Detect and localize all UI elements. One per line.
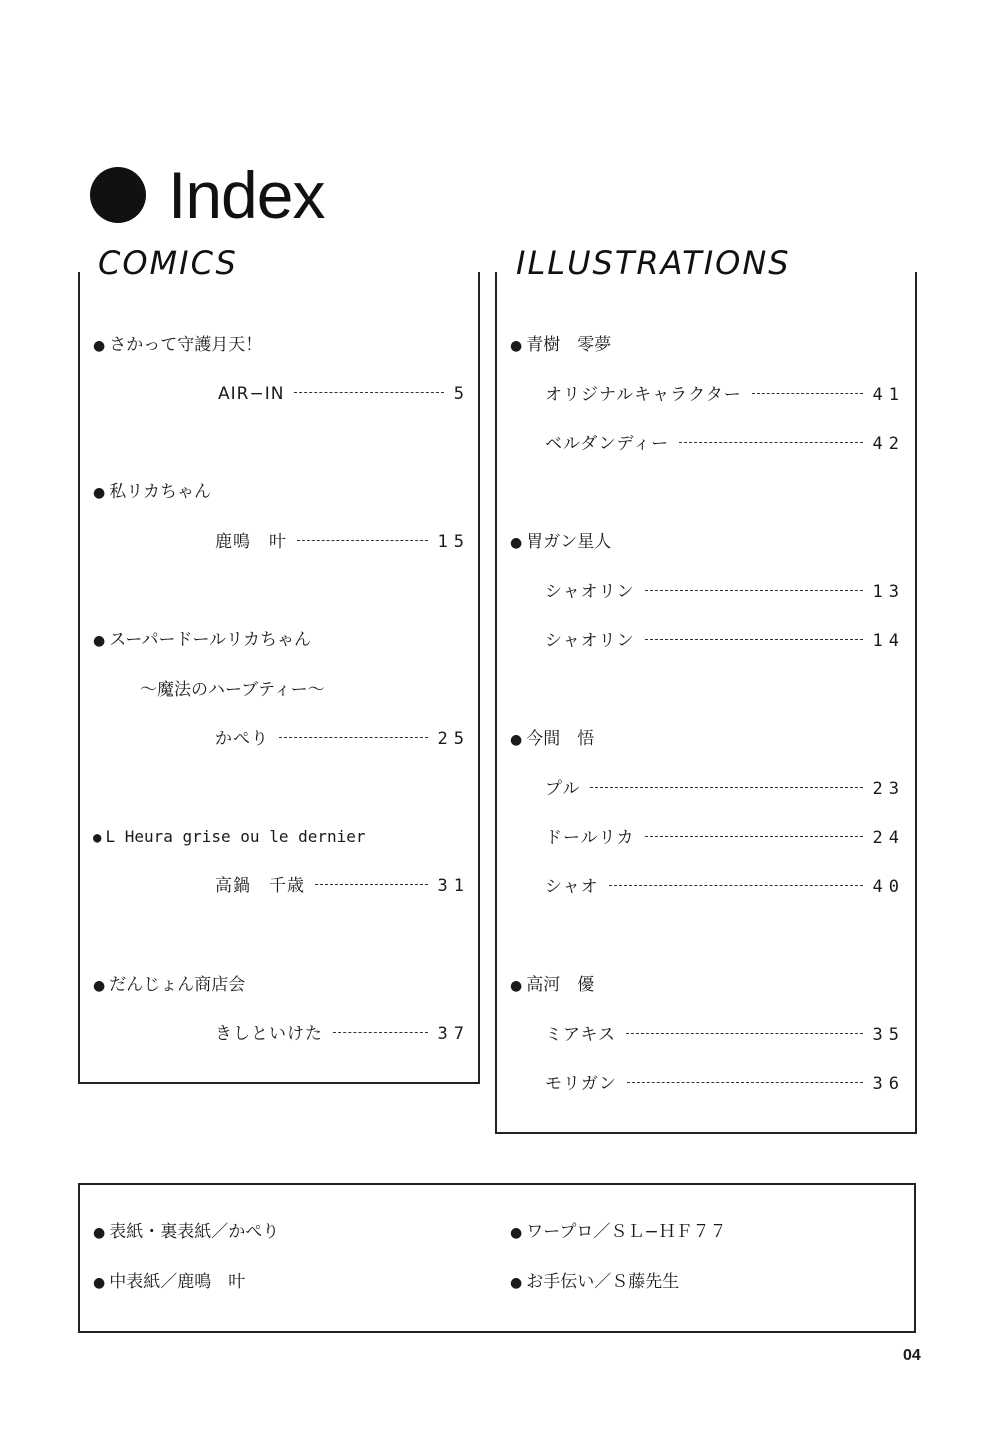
illustration-artist: ● 青樹 零夢 xyxy=(510,335,612,355)
bullet-icon: ● xyxy=(93,338,106,354)
illustration-title: シャオリン xyxy=(545,582,635,602)
credit-item: ● お手伝い／Ｓ藤先生 xyxy=(510,1272,680,1292)
illustration-entry xyxy=(545,777,905,801)
illustration-artist: ● 高河 優 xyxy=(510,975,595,995)
bullet-icon: ● xyxy=(510,535,523,551)
comic-title: ● スーパードールリカちゃん xyxy=(93,630,312,650)
dot-leader xyxy=(297,540,428,541)
comic-page: 25 xyxy=(437,729,470,749)
bullet-icon: ● xyxy=(93,978,106,994)
illustration-title: プル xyxy=(545,779,581,799)
bullet-icon: ● xyxy=(510,1225,523,1241)
title-bullet-icon xyxy=(90,167,146,223)
comic-entry xyxy=(218,382,470,406)
comic-entry xyxy=(215,874,470,898)
comic-title: ● だんじょん商店会 xyxy=(93,975,246,995)
credit-item: ● ワープロ／ＳＬ−ＨＦ７７ xyxy=(510,1222,727,1242)
illustration-entry xyxy=(545,629,905,653)
comic-title: ● L Heura grise ou le dernier xyxy=(93,827,366,846)
dot-leader xyxy=(645,590,863,591)
bullet-icon: ● xyxy=(93,1225,106,1241)
dot-leader xyxy=(679,442,862,443)
dot-leader xyxy=(315,884,428,885)
credit-item: ● 表紙・裏表紙／かぺり xyxy=(93,1222,280,1242)
comic-title: ● さかって守護月天！ xyxy=(93,335,263,355)
illustration-page: 42 xyxy=(872,434,905,454)
comic-entry xyxy=(215,530,470,554)
comic-artist: かぺり xyxy=(215,729,269,749)
illustration-entry xyxy=(545,432,905,456)
bullet-icon: ● xyxy=(510,338,523,354)
comic-page: 31 xyxy=(437,876,470,896)
dot-leader xyxy=(645,836,863,837)
page-number: 04 xyxy=(903,1347,921,1364)
bullet-icon: ● xyxy=(510,1275,523,1291)
page-title: Index xyxy=(168,158,325,232)
illustration-title: シャオリン xyxy=(545,631,635,651)
comic-page: 15 xyxy=(437,532,470,552)
comic-entry xyxy=(215,1022,470,1046)
illustration-title: オリジナルキャラクター xyxy=(545,385,742,405)
bullet-icon: ● xyxy=(93,485,106,501)
comic-subtitle: 〜魔法のハーブティー〜 xyxy=(140,680,325,700)
comic-title: ● 私リカちゃん xyxy=(93,482,212,502)
dot-leader xyxy=(645,639,863,640)
dot-leader xyxy=(609,885,863,886)
comic-artist: きしといけた xyxy=(215,1024,323,1044)
illustration-title: ベルダンディー xyxy=(545,434,670,454)
comic-artist: 高鍋 千歳 xyxy=(215,876,305,896)
illustration-entry xyxy=(545,875,905,899)
bullet-icon: ● xyxy=(93,633,106,649)
dot-leader xyxy=(333,1032,428,1033)
illustration-entry xyxy=(545,1023,905,1047)
illustration-title: モリガン xyxy=(545,1074,617,1094)
comic-artist: 鹿鳴 叶 xyxy=(215,532,287,552)
comic-page: 5 xyxy=(453,384,470,404)
dot-leader xyxy=(627,1082,863,1083)
illustration-page: 41 xyxy=(872,385,905,405)
illustration-page: 24 xyxy=(872,828,905,848)
bullet-icon: ● xyxy=(93,830,102,846)
illustration-artist: ● 胃ガン星人 xyxy=(510,532,612,552)
illustration-page: 35 xyxy=(872,1025,905,1045)
illustration-page: 13 xyxy=(872,582,905,602)
bullet-icon: ● xyxy=(510,978,523,994)
illustration-entry xyxy=(545,383,905,407)
bullet-icon: ● xyxy=(510,732,523,748)
comic-entry xyxy=(215,727,470,751)
comic-artist: AIR−IN xyxy=(218,384,285,404)
credits-panel xyxy=(78,1183,916,1333)
illustration-entry xyxy=(545,826,905,850)
illustration-title: ドールリカ xyxy=(545,828,635,848)
illustration-page: 14 xyxy=(872,631,905,651)
dot-leader xyxy=(626,1033,863,1034)
illustration-title: ミアキス xyxy=(545,1025,616,1045)
illustration-entry xyxy=(545,1072,905,1096)
illustration-artist: ● 今間 悟 xyxy=(510,729,595,749)
illustration-title: シャオ xyxy=(545,877,599,897)
illustration-entry xyxy=(545,580,905,604)
illustration-page: 23 xyxy=(872,779,905,799)
dot-leader xyxy=(279,737,428,738)
credit-item: ● 中表紙／鹿鳴 叶 xyxy=(93,1272,246,1292)
illustration-page: 36 xyxy=(872,1074,905,1094)
bullet-icon: ● xyxy=(93,1275,106,1291)
comics-heading: COMICS xyxy=(94,244,242,282)
comic-page: 37 xyxy=(437,1024,470,1044)
illustrations-heading: ILLUSTRATIONS xyxy=(512,244,795,282)
dot-leader xyxy=(752,393,863,394)
illustration-page: 40 xyxy=(872,877,905,897)
dot-leader xyxy=(590,787,862,788)
dot-leader xyxy=(294,392,443,393)
